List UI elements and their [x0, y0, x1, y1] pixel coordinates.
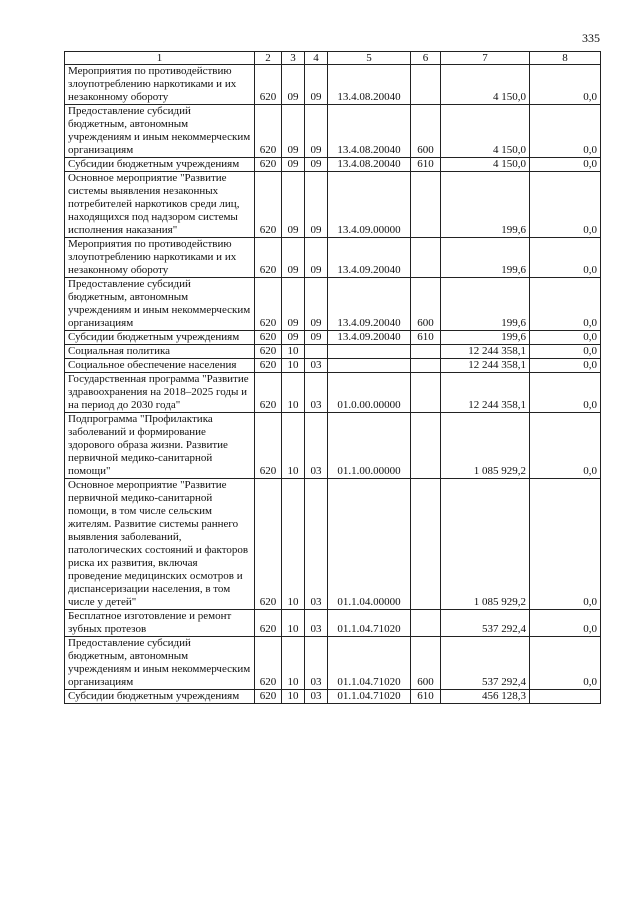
subsection-code-cell: 09	[305, 65, 328, 105]
expense-type-cell	[411, 345, 441, 359]
page-number: 335	[582, 31, 600, 45]
subsection-code-cell	[305, 345, 328, 359]
section-code-cell: 09	[282, 158, 305, 172]
amount-cell: 4 150,0	[441, 158, 530, 172]
ministry-code-cell: 620	[255, 238, 282, 278]
target-item-cell	[328, 359, 411, 373]
amount-extra-cell: 0,0	[530, 331, 601, 345]
row-name-cell: Субсидии бюджетным учреждениям	[65, 158, 255, 172]
expense-type-cell: 610	[411, 331, 441, 345]
amount-extra-cell: 0,0	[530, 479, 601, 610]
column-header: 4	[305, 52, 328, 65]
section-code-cell: 10	[282, 413, 305, 479]
row-name-cell: Субсидии бюджетным учреждениям	[65, 331, 255, 345]
table-row	[65, 278, 601, 331]
amount-cell: 456 128,3	[441, 690, 530, 704]
ministry-code-cell: 620	[255, 158, 282, 172]
subsection-code-cell: 03	[305, 610, 328, 637]
section-code-cell: 10	[282, 373, 305, 413]
row-name-cell: Основное мероприятие "Развитие первичной медико-санитарной помощи, в том числе сельским жителям. Развитие системы раннего выявления заболеваний, патологических состояний и факторов риска их развития, включая проведение медицинских осмотров и диспансеризации населения, в том числе у детей"	[65, 479, 255, 610]
subsection-code-cell: 09	[305, 172, 328, 238]
column-header: 5	[328, 52, 411, 65]
ministry-code-cell: 620	[255, 479, 282, 610]
target-item-cell: 13.4.08.20040	[328, 65, 411, 105]
section-code-cell: 10	[282, 637, 305, 690]
amount-cell: 199,6	[441, 172, 530, 238]
table-row	[65, 238, 601, 278]
table-row	[65, 172, 601, 238]
ministry-code-cell: 620	[255, 637, 282, 690]
amount-cell: 12 244 358,1	[441, 373, 530, 413]
ministry-code-cell: 620	[255, 359, 282, 373]
target-item-cell: 13.4.09.00000	[328, 172, 411, 238]
expense-type-cell: 610	[411, 690, 441, 704]
ministry-code-cell: 620	[255, 278, 282, 331]
section-code-cell: 09	[282, 172, 305, 238]
section-code-cell: 09	[282, 65, 305, 105]
amount-extra-cell: 0,0	[530, 172, 601, 238]
amount-extra-cell: 0,0	[530, 158, 601, 172]
ministry-code-cell: 620	[255, 373, 282, 413]
subsection-code-cell: 03	[305, 690, 328, 704]
table-row	[65, 479, 601, 610]
subsection-code-cell: 09	[305, 238, 328, 278]
section-code-cell: 10	[282, 610, 305, 637]
amount-extra-cell: 0,0	[530, 238, 601, 278]
column-header: 8	[530, 52, 601, 65]
section-code-cell: 09	[282, 105, 305, 158]
expense-type-cell	[411, 359, 441, 373]
amount-cell: 12 244 358,1	[441, 345, 530, 359]
row-name-cell: Бесплатное изготовление и ремонт зубных протезов	[65, 610, 255, 637]
amount-cell: 199,6	[441, 278, 530, 331]
target-item-cell: 13.4.09.20040	[328, 238, 411, 278]
subsection-code-cell: 03	[305, 479, 328, 610]
subsection-code-cell: 09	[305, 105, 328, 158]
expense-type-cell: 610	[411, 158, 441, 172]
subsection-code-cell: 03	[305, 373, 328, 413]
row-name-cell: Субсидии бюджетным учреждениям	[65, 690, 255, 704]
amount-extra-cell: 0,0	[530, 359, 601, 373]
amount-cell: 199,6	[441, 238, 530, 278]
subsection-code-cell: 03	[305, 359, 328, 373]
row-name-cell: Основное мероприятие "Развитие системы выявления незаконных потребителей наркотиков среди лиц, находящихся под надзором системы исполнения наказания"	[65, 172, 255, 238]
table-row	[65, 637, 601, 690]
subsection-code-cell: 03	[305, 413, 328, 479]
amount-cell: 4 150,0	[441, 105, 530, 158]
amount-cell: 199,6	[441, 331, 530, 345]
amount-cell: 1 085 929,2	[441, 479, 530, 610]
row-name-cell: Мероприятия по противодействию злоупотреблению наркотиками и их незаконному обороту	[65, 238, 255, 278]
row-name-cell: Предоставление субсидий бюджетным, автономным учреждениям и иным некоммерческим организациям	[65, 105, 255, 158]
table-body	[65, 65, 601, 704]
target-item-cell: 01.1.04.71020	[328, 637, 411, 690]
ministry-code-cell: 620	[255, 65, 282, 105]
column-header: 6	[411, 52, 441, 65]
ministry-code-cell: 620	[255, 345, 282, 359]
expense-type-cell	[411, 172, 441, 238]
expense-type-cell: 600	[411, 637, 441, 690]
amount-extra-cell: 0,0	[530, 105, 601, 158]
expense-type-cell: 600	[411, 105, 441, 158]
row-name-cell: Мероприятия по противодействию злоупотреблению наркотиками и их незаконному обороту	[65, 65, 255, 105]
section-code-cell: 10	[282, 359, 305, 373]
table-row	[65, 331, 601, 345]
amount-extra-cell: 0,0	[530, 65, 601, 105]
subsection-code-cell: 03	[305, 637, 328, 690]
row-name-cell: Подпрограмма "Профилактика заболеваний и формирование здорового образа жизни. Развитие первичной медико-санитарной помощи"	[65, 413, 255, 479]
amount-extra-cell: 0,0	[530, 637, 601, 690]
section-code-cell: 10	[282, 479, 305, 610]
table-row	[65, 359, 601, 373]
ministry-code-cell: 620	[255, 172, 282, 238]
table-row	[65, 105, 601, 158]
amount-extra-cell: 0,0	[530, 413, 601, 479]
section-code-cell: 09	[282, 278, 305, 331]
row-name-cell: Социальная политика	[65, 345, 255, 359]
section-code-cell: 10	[282, 345, 305, 359]
subsection-code-cell: 09	[305, 331, 328, 345]
column-header: 7	[441, 52, 530, 65]
amount-cell: 4 150,0	[441, 65, 530, 105]
table-row	[65, 65, 601, 105]
amount-cell: 1 085 929,2	[441, 413, 530, 479]
amount-extra-cell: 0,0	[530, 345, 601, 359]
table-row	[65, 690, 601, 704]
target-item-cell: 01.1.00.00000	[328, 413, 411, 479]
budget-table	[64, 51, 601, 704]
expense-type-cell: 600	[411, 278, 441, 331]
row-name-cell: Социальное обеспечение населения	[65, 359, 255, 373]
table-row	[65, 373, 601, 413]
amount-cell: 12 244 358,1	[441, 359, 530, 373]
column-header: 3	[282, 52, 305, 65]
ministry-code-cell: 620	[255, 331, 282, 345]
subsection-code-cell: 09	[305, 158, 328, 172]
target-item-cell	[328, 345, 411, 359]
expense-type-cell	[411, 373, 441, 413]
target-item-cell: 13.4.08.20040	[328, 105, 411, 158]
target-item-cell: 01.0.00.00000	[328, 373, 411, 413]
column-header: 1	[65, 52, 255, 65]
section-code-cell: 10	[282, 690, 305, 704]
row-name-cell: Государственная программа "Развитие здравоохранения на 2018–2025 годы и на период до 2030 года"	[65, 373, 255, 413]
column-header: 2	[255, 52, 282, 65]
amount-extra-cell: 0,0	[530, 373, 601, 413]
amount-cell: 537 292,4	[441, 637, 530, 690]
target-item-cell: 01.1.04.71020	[328, 610, 411, 637]
table-row	[65, 413, 601, 479]
ministry-code-cell: 620	[255, 413, 282, 479]
amount-extra-cell	[530, 690, 601, 704]
table-row	[65, 158, 601, 172]
table-row	[65, 345, 601, 359]
expense-type-cell	[411, 610, 441, 637]
target-item-cell: 01.1.04.71020	[328, 690, 411, 704]
target-item-cell: 01.1.04.00000	[328, 479, 411, 610]
expense-type-cell	[411, 479, 441, 610]
ministry-code-cell: 620	[255, 610, 282, 637]
expense-type-cell	[411, 238, 441, 278]
target-item-cell: 13.4.09.20040	[328, 331, 411, 345]
section-code-cell: 09	[282, 331, 305, 345]
table-row	[65, 610, 601, 637]
row-name-cell: Предоставление субсидий бюджетным, автономным учреждениям и иным некоммерческим организациям	[65, 278, 255, 331]
expense-type-cell	[411, 413, 441, 479]
amount-extra-cell: 0,0	[530, 278, 601, 331]
section-code-cell: 09	[282, 238, 305, 278]
row-name-cell: Предоставление субсидий бюджетным, автономным учреждениям и иным некоммерческим организациям	[65, 637, 255, 690]
target-item-cell: 13.4.08.20040	[328, 158, 411, 172]
target-item-cell: 13.4.09.20040	[328, 278, 411, 331]
amount-cell: 537 292,4	[441, 610, 530, 637]
table-header-row	[65, 52, 601, 65]
ministry-code-cell: 620	[255, 690, 282, 704]
expense-type-cell	[411, 65, 441, 105]
amount-extra-cell: 0,0	[530, 610, 601, 637]
ministry-code-cell: 620	[255, 105, 282, 158]
subsection-code-cell: 09	[305, 278, 328, 331]
